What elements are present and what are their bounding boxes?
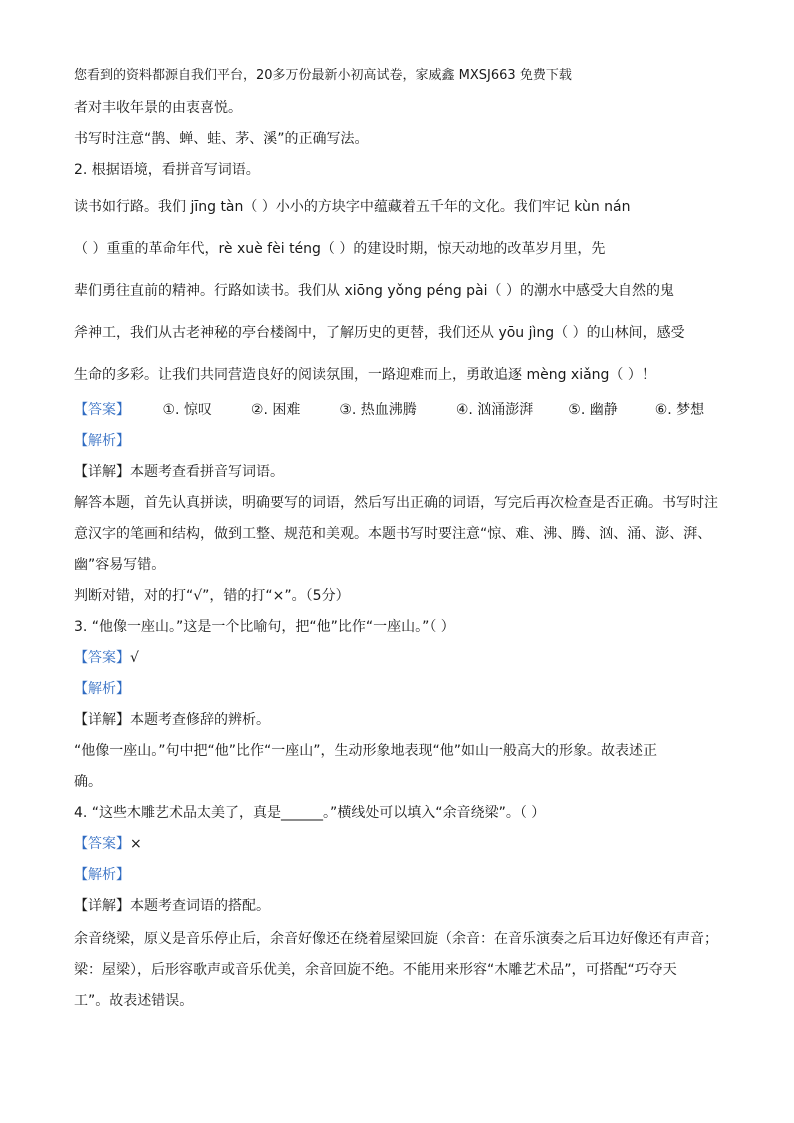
answer-value: × — [130, 836, 142, 852]
judge-instruction: 判断对错，对的打“√”，错的打“×”。（5分） — [74, 588, 350, 604]
answer-item: ④. 汹涌澎湃 — [455, 402, 534, 418]
answer-item: ①. 惊叹 — [162, 402, 212, 418]
header-notice: 您看到的资料都源自我们平台，20多万份最新小初高试卷，家威鑫 MXSJ663 免费下载 — [74, 68, 572, 83]
detail-label: 【详解】 — [74, 712, 130, 728]
answer-label: 【答案】 — [74, 650, 130, 666]
detail-line — [74, 462, 734, 482]
question-4: 4. “这些木雕艺术品太美了，真是______。”横线处可以填入“余音绕梁”。（ ） — [74, 805, 546, 821]
detail-text: 本题考查看拼音写词语。 — [130, 464, 284, 480]
passage-line: 读书如行路。我们 jīng tàn（ ）小小的方块字中蕴藏着五千年的文化。我们牢记 kùn nán — [74, 199, 631, 215]
passage-line: 辈们勇往直前的精神。行路如读书。我们从 xiōng yǒng péng pài（ ）的潮水中感受大自然的鬼 — [74, 283, 674, 299]
detail-label: 【详解】 — [74, 464, 130, 480]
analysis-label: 【解析】 — [74, 681, 130, 697]
answer-row-2 — [74, 400, 734, 420]
question-3: 3. “他像一座山。”这是一个比喻句，把“他”比作“一座山。”（ ） — [74, 619, 455, 635]
text-line: 书写时注意“鹊、蝉、蛙、茅、溪”的正确写法。 — [74, 131, 369, 147]
answer-label: 【答案】 — [74, 402, 130, 418]
explanation-line: 工”。故表述错误。 — [74, 993, 194, 1009]
explanation-line: 确。 — [74, 774, 102, 790]
detail-text: 本题考查修辞的辨析。 — [130, 712, 270, 728]
question-2: 2. 根据语境，看拼音写词语。 — [74, 162, 260, 178]
answer-item: ⑤. 幽静 — [568, 402, 618, 418]
explanation-line: 余音绕梁，原义是音乐停止后，余音好像还在绕着屋梁回旋（余音：在音乐演奏之后耳边好像还有声音； — [74, 931, 718, 947]
explanation-line: “他像一座山。”句中把“他”比作“一座山”，生动形象地表现“他”如山一般高大的形象。故表述正 — [74, 743, 658, 759]
explanation-line: 意汉字的笔画和结构，做到工整、规范和美观。本题书写时要注意“惊、难、沸、腾、汹、涌、澎、湃、 — [74, 526, 712, 542]
explanation-line: 解答本题，首先认真拼读，明确要写的词语，然后写出正确的词语，写完后再次检查是否正确。书写时注 — [74, 495, 718, 511]
answer-row-4 — [74, 834, 734, 854]
detail-line — [74, 896, 734, 916]
detail-line — [74, 710, 734, 730]
text-line: 者对丰收年景的由衷喜悦。 — [74, 100, 242, 116]
passage-line: （ ）重重的革命年代，rè xuè fèi téng（ ）的建设时期，惊天动地的改革岁月里，先 — [74, 241, 606, 257]
passage-line: 斧神工，我们从古老神秘的亭台楼阁中，了解历史的更替，我们还从 yōu jìng（ ）的山林间，感受 — [74, 325, 685, 341]
answer-value: √ — [130, 650, 139, 666]
answer-row-3 — [74, 648, 734, 668]
explanation-line: 幽”容易写错。 — [74, 557, 166, 573]
answer-item: ②. 困难 — [250, 402, 301, 418]
analysis-label: 【解析】 — [74, 867, 130, 883]
explanation-line: 梁：屋梁），后形容歌声或音乐优美，余音回旋不绝。不能用来形容“木雕艺术品”，可搭配“巧夺天 — [74, 962, 677, 978]
passage-line: 生命的多彩。让我们共同营造良好的阅读氛围，一路迎难而上，勇敢追逐 mèng xiǎng（ ）！ — [74, 367, 656, 383]
answer-label: 【答案】 — [74, 836, 130, 852]
analysis-label: 【解析】 — [74, 433, 130, 449]
answer-item: ⑥. 梦想 — [654, 402, 705, 418]
detail-text: 本题考查词语的搭配。 — [130, 898, 270, 914]
detail-label: 【详解】 — [74, 898, 130, 914]
answer-item: ③. 热血沸腾 — [339, 402, 417, 418]
